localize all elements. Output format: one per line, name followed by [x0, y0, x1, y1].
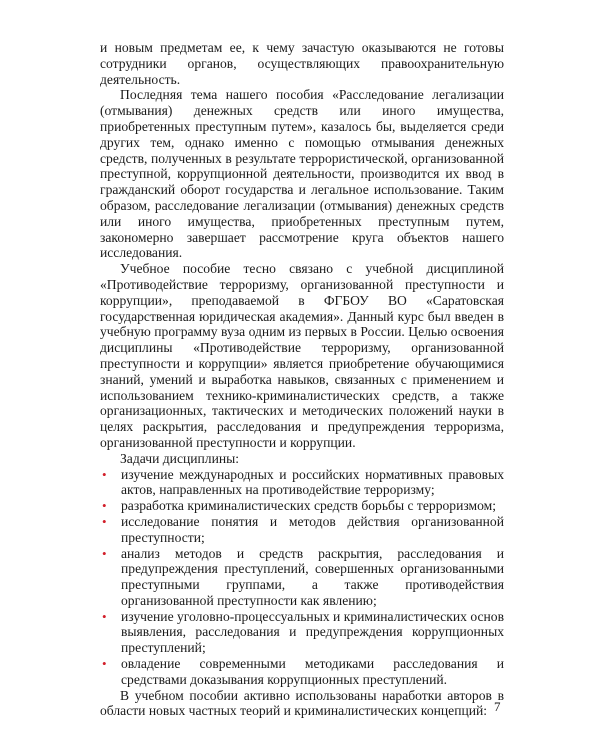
- task-text: анализ методов и средств раскрытия, расследования и предупреждения преступлений, совершенных организованными преступными группами, а также противодействия организованной преступности как явлению;: [121, 545, 504, 608]
- list-item: [100, 514, 504, 546]
- list-item: [100, 609, 504, 656]
- paragraph-continuation: и новым предметам ее, к чему зачастую оказываются не готовы сотрудники органов, осуществляющих правоохранительную деятельность.: [100, 40, 504, 87]
- bullet-icon: •: [102, 545, 107, 561]
- list-item: [100, 546, 504, 609]
- bullet-icon: •: [102, 608, 107, 624]
- bullet-icon: •: [102, 513, 107, 529]
- list-item: [100, 467, 504, 499]
- task-text: разработка криминалистических средств борьбы с терроризмом;: [121, 498, 497, 514]
- document-page: [100, 40, 504, 719]
- task-text: исследование понятия и методов действия организованной преступности;: [121, 513, 504, 545]
- tasks-list: [100, 467, 504, 688]
- list-item: [100, 498, 504, 514]
- paragraph-closing: В учебном пособии активно использованы наработки авторов в области новых частных теорий и криминалистических концепций:: [100, 687, 504, 719]
- bullet-icon: •: [102, 466, 107, 482]
- page-number: 7: [494, 699, 501, 714]
- bullet-icon: •: [102, 656, 107, 672]
- paragraph-last-topic: Последняя тема нашего пособия «Расследование легализации (отмывания) денежных средств или иного имущества, приобретенных преступным путем», казалось бы, выделяется среди других тем, однако именно с помощью отмывания денежных средств, полученных в результате террористической, организованной преступной, коррупционной деятельности, производится их ввод в гражданский оборот государства и легальное использование. Таким образом, расследование легализации (отмывания) денежных средств или иного имущества, приобретенных преступным путем, закономерно завершает рассмотрение круга объектов нашего исследования.: [100, 87, 504, 261]
- bullet-icon: •: [102, 498, 107, 514]
- task-text: овладение современными методиками расследования и средствами доказывания коррупционных преступлений.: [121, 656, 504, 687]
- list-item: [100, 656, 504, 688]
- tasks-heading: Задачи дисциплины:: [120, 450, 240, 466]
- task-text: изучение международных и российских нормативных правовых актов, направленных на противодействие терроризму;: [121, 466, 504, 498]
- paragraph-course-description: Учебное пособие тесно связано с учебной дисциплиной «Противодействие терроризму, организованной преступности и коррупции», преподаваемой в ФГБОУ ВО «Саратовская государственная юридическая академия». Данный курс был введен в учебную программу вуза одним из первых в России. Целью освоения дисциплины «Противодействие терроризму, организованной преступности и коррупции» является приобретение обучающимися знаний, умений и выработка навыков, связанных с применением и использованием технико-криминалистических средств, а также организационных, тактических и методических положений науки в целях раскрытия, расследования и предупреждения терроризма, организованной преступности и коррупции.: [100, 261, 504, 450]
- task-text: изучение уголовно-процессуальных и криминалистических основ выявления, расследования и предупреждения коррупционных преступлений;: [121, 608, 504, 656]
